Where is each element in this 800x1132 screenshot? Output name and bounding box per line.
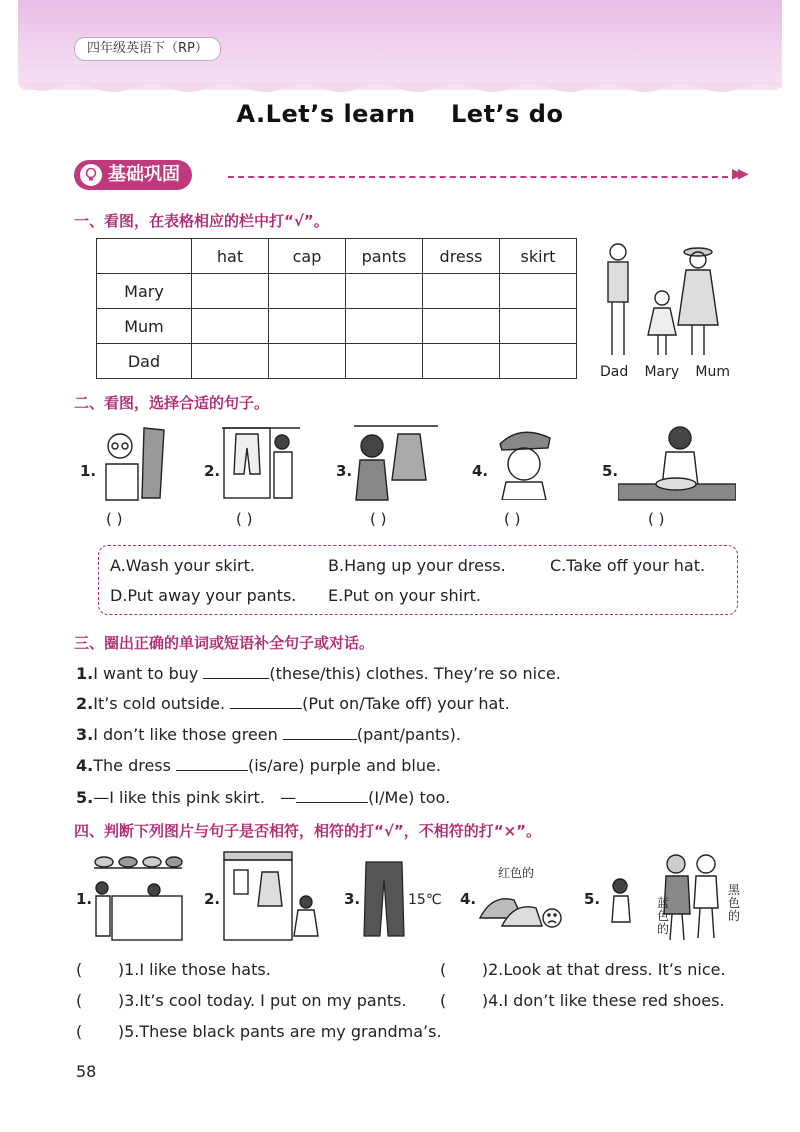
section-badge-label: 基础巩固 — [108, 164, 180, 185]
answer-cell[interactable] — [423, 344, 500, 379]
banner-wave — [18, 82, 782, 96]
answer-blank[interactable] — [176, 756, 248, 771]
option-d: D.Put away your pants. — [110, 586, 297, 605]
answer-cell[interactable] — [192, 344, 269, 379]
q2-answer-2[interactable]: ( ) — [236, 510, 253, 528]
option-e: E.Put on your shirt. — [328, 586, 481, 605]
answer-cell[interactable] — [269, 274, 346, 309]
q3-heading: 三、圈出正确的单词或短语补全句子或对话。 — [74, 634, 375, 652]
red-label: 红色的 — [498, 866, 535, 880]
col-hat: hat — [192, 239, 269, 274]
lightbulb-icon — [80, 164, 102, 186]
q3-before-4: The dress — [93, 756, 177, 775]
q2-heading: 二、看图，选择合适的句子。 — [74, 394, 270, 412]
q3-after-5: too. — [414, 788, 451, 807]
answer-cell[interactable] — [192, 309, 269, 344]
book-label: 四年级英语下（RP） — [74, 37, 221, 61]
blue-label: 蓝色的 — [657, 896, 670, 936]
row-label: Mary — [97, 274, 192, 309]
q2-answer-4[interactable]: ( ) — [504, 510, 521, 528]
answer-blank[interactable] — [296, 788, 368, 803]
q2-answer-3[interactable]: ( ) — [370, 510, 387, 528]
q3-choice-1[interactable]: (these/this) — [269, 664, 361, 683]
statement-1[interactable]: ( )1.I like those hats. — [76, 960, 271, 979]
q2-num-3: 3. — [336, 462, 353, 480]
option-a: A.Wash your skirt. — [110, 556, 255, 575]
q3-choice-4[interactable]: (is/are) — [248, 756, 305, 775]
answer-cell[interactable] — [423, 274, 500, 309]
answer-cell[interactable] — [269, 309, 346, 344]
table-row — [97, 274, 577, 309]
family-labels — [600, 364, 730, 380]
label-mum: Mum — [695, 364, 730, 380]
q3-before-1: I want to buy — [93, 664, 204, 683]
q1-heading: 一、看图，在表格相应的栏中打“√”。 — [74, 212, 329, 230]
q2-num-4: 4. — [472, 462, 489, 480]
q3-num-3: 3. — [76, 725, 94, 744]
q3-item-2 — [76, 694, 510, 713]
q3-num-4: 4. — [76, 756, 94, 775]
table-row — [97, 309, 577, 344]
q3-num-1: 1. — [76, 664, 94, 683]
q3-item-5 — [76, 788, 450, 807]
q3-item-1 — [76, 664, 561, 683]
q3-num-2: 2. — [76, 694, 94, 713]
take-off-hat-image — [490, 424, 568, 500]
statement-3[interactable]: ( )3.It’s cool today. I put on my pants. — [76, 991, 407, 1010]
q2-num-2: 2. — [204, 462, 221, 480]
q2-num-5: 5. — [602, 462, 619, 480]
q3-after-3: . — [455, 725, 461, 744]
section-badge — [74, 160, 192, 190]
hat-shop-image — [90, 850, 186, 942]
q3-before-5: —I like this pink skirt. — — [93, 788, 297, 807]
col-pants: pants — [346, 239, 423, 274]
page-number: 58 — [76, 1062, 97, 1081]
q3-before-2: It’s cold outside. — [93, 694, 231, 713]
q3-item-3 — [76, 725, 461, 744]
col-cap: cap — [269, 239, 346, 274]
clothes-table — [96, 238, 577, 379]
label-mary: Mary — [644, 364, 680, 380]
q4-num-5: 5. — [584, 890, 601, 908]
q4-num-4: 4. — [460, 890, 477, 908]
answer-cell[interactable] — [423, 309, 500, 344]
temperature-label: 15℃ — [408, 892, 442, 908]
q4-num-1: 1. — [76, 890, 93, 908]
answer-blank[interactable] — [230, 694, 302, 709]
family-illustration — [598, 240, 728, 360]
q2-answer-5[interactable]: ( ) — [648, 510, 665, 528]
table-corner — [97, 239, 192, 274]
q3-choice-3[interactable]: (pant/pants) — [356, 725, 456, 744]
answer-cell[interactable] — [269, 344, 346, 379]
q3-choice-2[interactable]: (Put on/Take off) — [302, 694, 433, 713]
row-label: Dad — [97, 344, 192, 379]
answer-blank[interactable] — [203, 664, 269, 679]
black-label: 黑色的 — [728, 883, 741, 923]
answer-cell[interactable] — [346, 344, 423, 379]
answer-cell[interactable] — [500, 309, 577, 344]
q3-item-4 — [76, 756, 441, 775]
statement-4[interactable]: ( )4.I don’t like these red shoes. — [440, 991, 725, 1010]
q4-num-2: 2. — [204, 890, 221, 908]
hang-up-pants-image — [222, 424, 300, 500]
q3-after-2: your hat. — [432, 694, 510, 713]
shoes-image — [478, 882, 568, 932]
q3-after-1: clothes. They’re so nice. — [360, 664, 561, 683]
answer-cell[interactable] — [192, 274, 269, 309]
page-title: A.Let’s learn Let’s do — [236, 100, 564, 128]
table-header-row — [97, 239, 577, 274]
label-dad: Dad — [600, 364, 629, 380]
answer-cell[interactable] — [500, 274, 577, 309]
q3-num-5: 5. — [76, 788, 94, 807]
col-skirt: skirt — [500, 239, 577, 274]
q2-num-1: 1. — [80, 462, 97, 480]
answer-cell[interactable] — [500, 344, 577, 379]
option-c: C.Take off your hat. — [550, 556, 706, 575]
statement-2[interactable]: ( )2.Look at that dress. It’s nice. — [440, 960, 726, 979]
answer-cell[interactable] — [346, 309, 423, 344]
option-b: B.Hang up your dress. — [328, 556, 506, 575]
answer-blank[interactable] — [283, 725, 357, 740]
q4-num-3: 3. — [344, 890, 361, 908]
q4-heading: 四、判断下列图片与句子是否相符，相符的打“√”，不相符的打“×”。 — [74, 822, 542, 840]
q3-after-4: purple and blue. — [304, 756, 441, 775]
row-label: Mum — [97, 309, 192, 344]
hang-up-dress-image — [354, 420, 438, 502]
boy-putting-on-shirt-image — [98, 422, 170, 502]
col-dress: dress — [423, 239, 500, 274]
q2-answer-1[interactable]: ( ) — [106, 510, 123, 528]
wash-skirt-image — [618, 420, 736, 502]
dress-shop-image — [222, 850, 320, 946]
table-row — [97, 344, 577, 379]
q3-choice-5[interactable]: (I/Me) — [368, 788, 415, 807]
black-pants-image — [362, 860, 406, 938]
answer-cell[interactable] — [346, 274, 423, 309]
statement-5[interactable]: ( )5.These black pants are my grandma’s. — [76, 1022, 442, 1041]
q3-before-3: I don’t like those green — [93, 725, 283, 744]
section-divider — [228, 176, 728, 178]
double-arrow-icon: ▶▶ — [732, 166, 744, 182]
